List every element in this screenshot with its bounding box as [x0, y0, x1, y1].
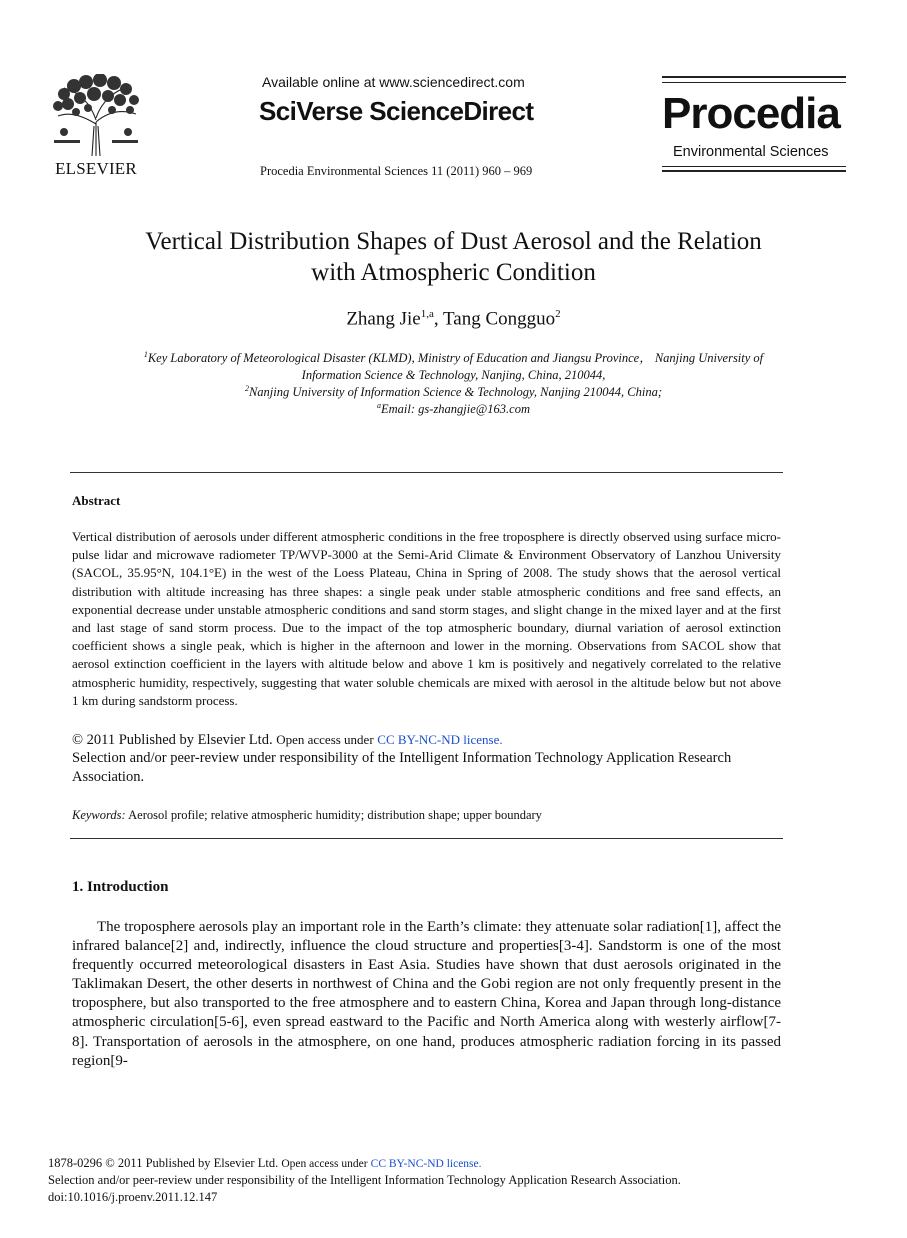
title-line-2: with Atmospheric Condition — [311, 259, 596, 286]
affiliation-mark: 2 — [244, 384, 249, 393]
procedia-rule — [662, 166, 846, 167]
license-link[interactable]: CC BY-NC-ND license. — [377, 732, 503, 747]
footer-copyright — [48, 1156, 482, 1171]
keywords-text: Aerosol profile; relative atmospheric humidity; distribution shape; upper boundary — [128, 808, 542, 822]
corresponding-email — [60, 397, 847, 418]
author-separator: , — [433, 308, 444, 330]
affiliation-1 — [60, 346, 847, 384]
copyright-text: © 2011 Published by Elsevier Ltd. — [72, 732, 273, 748]
article-title — [60, 226, 847, 288]
affiliation-mark: 1 — [143, 350, 148, 359]
affiliation-text: Nanjing University of Information Science & Technology, Nanjing 210044, China; — [248, 385, 663, 400]
abstract-copyright — [72, 732, 503, 749]
peer-review-statement: Selection and/or peer-review under responsibility of the Intelligent Information Technology Application Research Association. — [72, 750, 732, 785]
author-affiliation-mark: 1,a — [420, 308, 434, 320]
procedia-rule — [662, 82, 846, 83]
sciverse-sciencedirect-logo: SciVerse ScienceDirect — [259, 96, 534, 126]
procedia-subtitle: Environmental Sciences — [673, 144, 829, 160]
abstract-body: Vertical distribution of aerosols under different atmospheric conditions in the free troposphere is directly observed using surface micro-pulse lidar and microwave radiometer TP/WVP-3000 at the Semi-Arid Climate & Environment Observatory of Lanzhou University (SACOL, 35.95°N, 104.1°E) in the west of the Loess Plateau, China in Spring of 2008. The study shows that the aerosol vertical distribution with altitude increasing has three shapes: a single peak under stable atmospheric conditions and free sand effects, an exponential decrease under unstable atmospheric conditions and sand storm stages, and slight change in the mixed layer and at the first and last stage of sand storm process. Due to the impact of the top atmospheric boundary, diurnal variation of aerosol extinction coefficient shows a single peak, which is higher in the afternoon and lower in the morning. Observations from SACOL show that aerosol extinction coefficient in the layers with altitude below and above 1 km is positively and negatively correlated to the relative atmospheric humidity, respectively, suggesting that water soluble chemicals are mixed with aerosol in the altitude below but not above 1 km during sandstorm process. — [72, 529, 781, 708]
author-list — [60, 308, 847, 330]
procedia-logo: Procedia — [662, 89, 840, 138]
title-line-1: Vertical Distribution Shapes of Dust Aerosol and the Relation — [145, 228, 762, 255]
author-affiliation-mark: 2 — [555, 308, 561, 320]
journal-citation: Procedia Environmental Sciences 11 (2011) 960 – 969 — [260, 164, 533, 178]
issn-copyright: 1878-0296 © 2011 Published by Elsevier Ltd. — [48, 1156, 279, 1170]
keywords — [72, 808, 542, 823]
available-online-text: Available online at www.sciencedirect.com — [262, 74, 525, 90]
affiliation-text: Information Science & Technology, Nanjing, China, 210044, — [301, 368, 606, 383]
footer-doi: doi:10.1016/j.proenv.2011.12.147 — [48, 1190, 218, 1204]
footer-peer-review: Selection and/or peer-review under responsibility of the Intelligent Information Technology Application Research Association. — [48, 1173, 681, 1187]
abstract-top-rule — [70, 472, 783, 473]
abstract-heading: Abstract — [72, 493, 121, 508]
introduction-body: The troposphere aerosols play an important role in the Earth’s climate: they attenuate solar radiation[1], affect the infrared balance[2] and, indirectly, influence the cloud structure and properties[3-4]. Sandstorm is one of the most frequently occurred meteorological disasters in East Asia. Studies have shown that dust aerosols originated in the Taklimakan Desert, the other deserts in northwest of China and the Gobi region are not only frequently present in the troposphere, but also transported to the free atmosphere and to eastern China, Korea and Japan through long-distance atmospheric circulation[5-6], even spread eastward to the Pacific and North America along with westerly airflow[7-8]. Transportation of aerosols in the atmosphere, on one hand, produces atmospheric radiation forcing in its passed region[9- — [72, 919, 781, 1069]
footer-open-access: Open access under — [281, 1158, 368, 1170]
abstract-bottom-rule — [70, 838, 783, 839]
author-name: Zhang Jie — [346, 308, 421, 330]
elsevier-wordmark: ELSEVIER — [55, 159, 137, 178]
author-name: Tang Congguo — [443, 308, 556, 330]
procedia-rule — [662, 170, 846, 172]
section-heading-introduction: 1. Introduction — [72, 879, 169, 895]
email-text: Email: gs-zhangjie@163.com — [381, 402, 530, 417]
affiliation-text: Key Laboratory of Meteorological Disaster (KLMD), Ministry of Education and Jiangsu Province， Nanjing University of — [147, 351, 764, 366]
footer-license-link[interactable]: CC BY-NC-ND license. — [370, 1158, 482, 1170]
keywords-label: Keywords: — [72, 808, 126, 822]
elsevier-tree-logo — [50, 74, 142, 163]
open-access-text: Open access under — [276, 732, 374, 747]
procedia-rule — [662, 76, 846, 78]
affiliation-mark: a — [377, 401, 381, 410]
